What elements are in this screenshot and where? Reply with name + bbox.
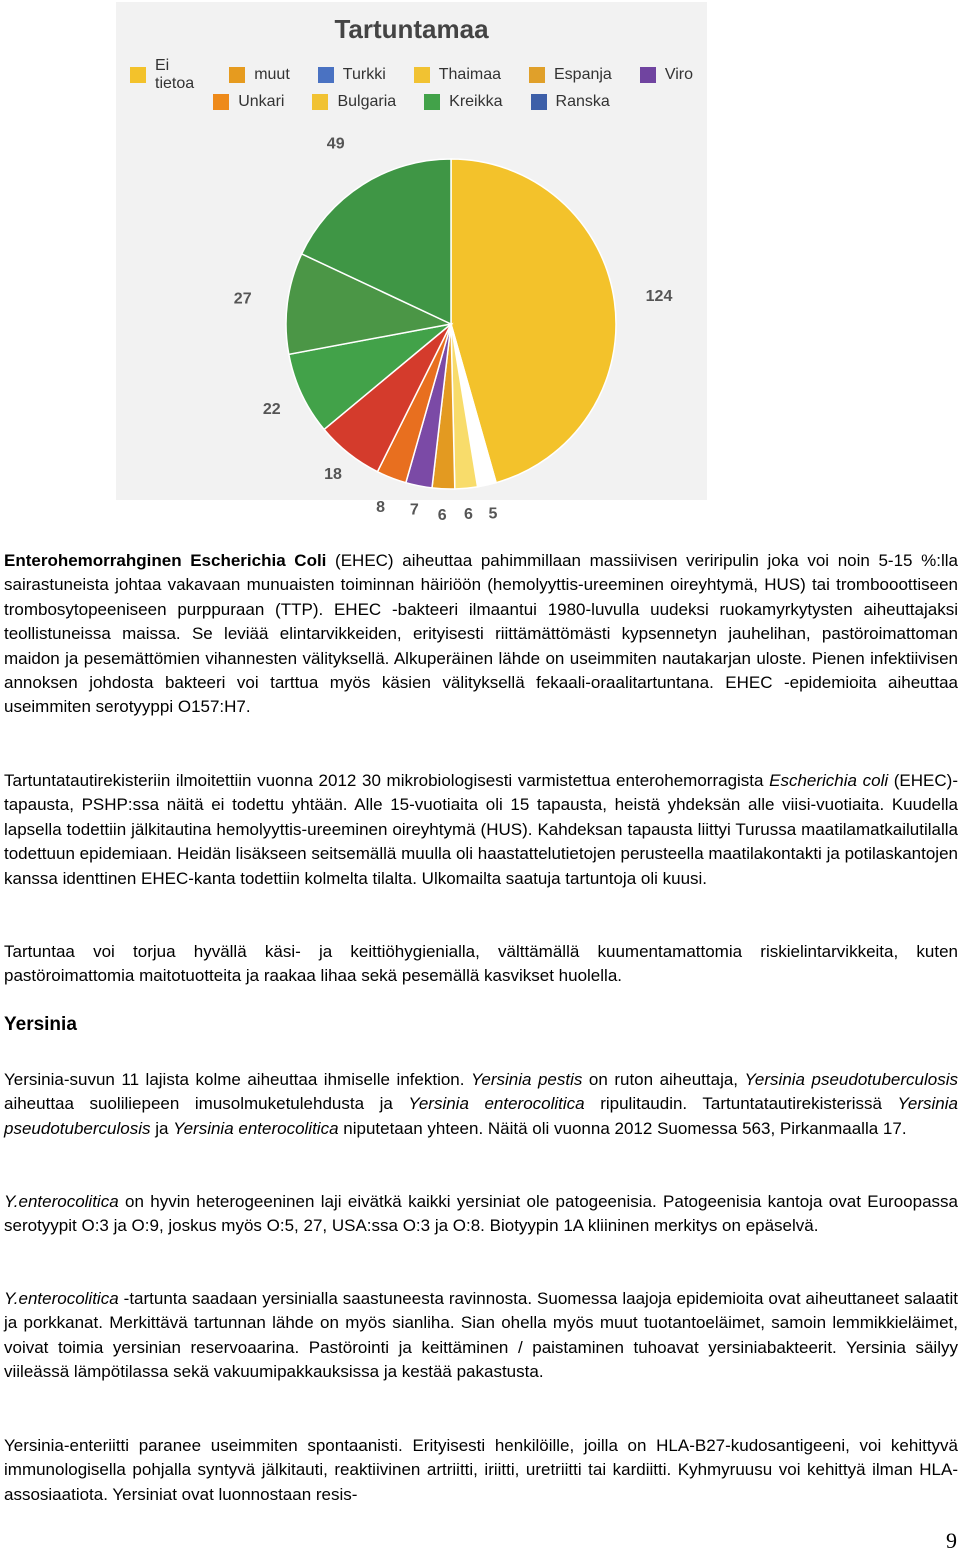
paragraph-prevention bbox=[4, 940, 958, 989]
text-run: on ruton aiheuttaja, bbox=[582, 1070, 745, 1089]
legend-label: Bulgaria bbox=[337, 93, 397, 110]
legend-label: Thaimaa bbox=[438, 66, 501, 83]
text-run: Tartuntatautirekisteriin ilmoitettiin vuonna 2012 30 mikrobiologisesti varmistettua enterohemorragista bbox=[4, 771, 770, 790]
data-label: 8 bbox=[376, 498, 386, 516]
pie-chart bbox=[116, 2, 707, 524]
data-label: 22 bbox=[262, 401, 281, 419]
text-run: Yersinia-suvun 11 lajista kolme aiheuttaa ihmiselle infektion. bbox=[4, 1070, 471, 1089]
legend-label: Unkari bbox=[238, 93, 285, 110]
legend-label: Viro bbox=[664, 66, 693, 83]
paragraph-ehec bbox=[4, 549, 958, 720]
data-label: 6 bbox=[437, 506, 447, 524]
text-run: -tartunta saadaan yersinialla saastuneesta ravinnosta. Suomessa laajoja epidemioita ovat aiheuttaneet salaatit ja porkkanat. Merkittävä tartunnan lähde on myös sianliha. Sian ohella myös muut tuotantoeläimet, samoin lemmikkieläimet, voivat toimia yersinian reservoaarina. Pastörointi ja keittäminen / paistaminen tuhoavat yersiniabakteerit. Yersinia säilyy viileässä lämpötilassa sekä vakuumipakkauksissa ja kestää pakastusta. bbox=[4, 1289, 958, 1382]
legend-label: Ei tietoa bbox=[155, 57, 195, 92]
legend-label: Espanja bbox=[554, 66, 612, 83]
text-run: (EHEC)-tapausta, PSHP:ssa näitä ei todettu yhtään. Alle 15-vuotiaita oli 15 tapausta, heistä yhdeksän alle viisi-vuotiaita. Kuudella lapsella todettiin jälkitautina hemolyyttis-ureeminen oireyhtymä (HUS). Kahdeksan tapausta liittyi Turussa maatilamatkailutilalla todettuun epidemiaan. Heidän lisäkseen seitsemällä muulla oli haastattelutietojen perusteella maatilakontakti ja potilaskantojen kanssa identtinen EHEC-kanta todettiin kolmelta tilalta. Ulkomailta saatuja tartuntoja oli kuusi. bbox=[4, 771, 958, 888]
legend-label: Turkki bbox=[342, 66, 386, 83]
data-label: 124 bbox=[645, 288, 673, 305]
paragraph-yersinia-species bbox=[4, 1068, 958, 1141]
text-run: ja bbox=[150, 1118, 174, 1138]
section-heading-yersinia: Yersinia bbox=[4, 1014, 77, 1035]
text-run: niputetaan yhteen. Näitä oli vuonna 2012 Suomessa 563, Pirkanmaalla 17. bbox=[338, 1118, 907, 1138]
species-name: Yersinia enterocolitica bbox=[408, 1094, 585, 1114]
species-name: Yersinia pestis bbox=[471, 1070, 583, 1089]
species-name: Yersinia pseudotuberculosis bbox=[4, 1094, 958, 1138]
data-label: 18 bbox=[324, 465, 342, 483]
data-label: 49 bbox=[326, 135, 345, 153]
species-name: Yersinia pseudotuberculosis bbox=[744, 1070, 958, 1089]
page-number: 9 bbox=[946, 1528, 957, 1553]
paragraph-enterocolitica-1 bbox=[4, 1190, 958, 1239]
paragraph-text: (EHEC) aiheuttaa pahimmillaan massiivisen veriripulin joka voi noin 5-15 %:lla sairastuneista johtaa vakavaan munuaisten toiminnan häiriöön (hemolyyttis-ureeminen oireyhtymä, HUS) tai trombooottiseen trombosytopeeniseen purppuraan (TTP). EHEC -bakteeri ilmaantui 1980-luvulla uudeksi ruokamyrkytysten aiheuttajaksi teollistuneissa maissa. Se leviää elintarvikkeiden, erityisesti riittämättömästi kypsennetyn jauhelihan, pastöroimattoman maidon ja pesemättömien vihannesten välityksellä. Alkuperäinen lähde on useimmiten nautakarjan uloste. Pienen infektiivisen annoksen johdosta bakteeri voi tarttua myös käsien välityksellä fekaali-oraalitartuntana. EHEC -epidemioita aiheuttaa useimmiten serotyyppi O157:H7. bbox=[4, 551, 958, 717]
paragraph-ehec-2012 bbox=[4, 769, 958, 891]
paragraph-enterocolitica-2 bbox=[4, 1287, 958, 1385]
paragraph-text: Yersinia-enteriitti paranee useimmiten spontaanisti. Erityisesti henkilöille, joilla on HLA-B27-kudosantigeeni, voi kehittyvä immunologisella pohjalla syntyvä jälkitauti, reaktiivinen artriitti, iriitti, uretriitti tai kardiitti. Kyhmyruusu voi kehittyä ilman HLA-assosiaatiota. Yersiniat ovat luonnostaan resis- bbox=[4, 1436, 958, 1504]
data-label: 27 bbox=[233, 290, 252, 308]
term-ehec: Enterohemorrahginen Escherichia Coli bbox=[4, 551, 327, 570]
paragraph-enteritis bbox=[4, 1434, 958, 1507]
species-name: Y.enterocolitica bbox=[4, 1289, 119, 1308]
data-label: 7 bbox=[409, 501, 419, 519]
species-name: Y.enterocolitica bbox=[4, 1192, 119, 1211]
data-label: 6 bbox=[464, 506, 473, 524]
paragraph-text: Tartuntaa voi torjua hyvällä käsi- ja keittiöhygienialla, välttämällä kuumentamattomia riskielintarvikkeita, kuten pastöroimattomia maitotuotteita ja raakaa lihaa sekä pesemällä kasvikset huolella. bbox=[4, 942, 958, 986]
legend-label: Ranska bbox=[555, 93, 610, 110]
text-run: on hyvin heterogeeninen laji eivätkä kaikki yersiniat ole patogeenisia. Patogeenisia kantoja ovat Euroopassa serotyypit O:3 ja O:9, joskus myös O:5, 27, USA:ssa O:3 ja O:8. Biotyypin 1A kliininen merkitys on epäselvä. bbox=[4, 1192, 958, 1236]
text-run: ripulitaudin. Tartuntatautirekisterissä bbox=[584, 1094, 898, 1114]
species-name: Yersinia enterocolitica bbox=[173, 1118, 339, 1138]
pie-plot bbox=[116, 2, 707, 524]
chart-title: Tartuntamaa bbox=[334, 14, 489, 44]
species-name: Escherichia coli bbox=[769, 771, 889, 790]
text-run: aiheuttaa suoliliepeen imusolmuketulehdusta ja bbox=[4, 1094, 409, 1114]
data-label: 5 bbox=[488, 505, 498, 523]
legend-label: muut bbox=[254, 66, 290, 83]
legend-label: Kreikka bbox=[449, 93, 503, 110]
